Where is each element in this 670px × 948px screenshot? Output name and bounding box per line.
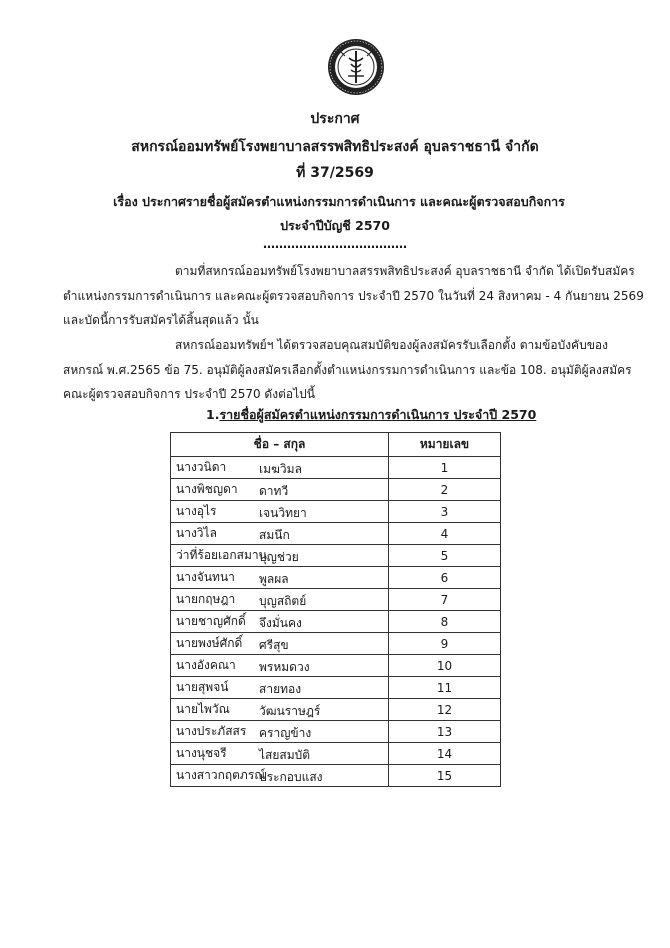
column-header-name: ชื่อ – สกุล bbox=[171, 433, 389, 457]
candidate-first-name: นายชาญศักดิ์ bbox=[176, 614, 246, 628]
candidate-first-name: นางพิชญดา bbox=[176, 482, 238, 496]
candidate-first-name: นางวนิดา bbox=[176, 460, 227, 474]
candidate-name-cell bbox=[171, 523, 389, 545]
candidate-last-name: ไสยสมบัติ bbox=[259, 748, 311, 762]
candidate-name-cell bbox=[171, 501, 389, 523]
candidate-first-name: นางประภัสสร bbox=[176, 724, 247, 738]
candidate-last-name: คราญข้าง bbox=[259, 726, 312, 740]
column-header-number: หมายเลข bbox=[389, 433, 501, 457]
candidate-first-name: นางสาวกฤตภรณ์ bbox=[176, 768, 266, 782]
candidate-name-cell bbox=[171, 655, 389, 677]
candidate-number: 11 bbox=[389, 677, 501, 699]
candidate-name-cell bbox=[171, 567, 389, 589]
candidate-last-name: จึงมั่นคง bbox=[259, 616, 302, 630]
candidate-last-name: ประกอบแสง bbox=[259, 770, 323, 784]
candidate-last-name: วัฒนราษฎร์ bbox=[259, 704, 321, 718]
candidate-number: 9 bbox=[389, 633, 501, 655]
table-row bbox=[171, 765, 501, 787]
candidate-name-cell bbox=[171, 765, 389, 787]
candidate-last-name: สายทอง bbox=[259, 682, 302, 696]
candidate-last-name: สมนึก bbox=[259, 528, 290, 542]
candidate-last-name: ดาทวี bbox=[259, 484, 289, 498]
table-row bbox=[171, 567, 501, 589]
candidate-first-name: นางอุไร bbox=[176, 504, 217, 518]
table-row bbox=[171, 743, 501, 765]
candidate-last-name: เจนวิทยา bbox=[259, 506, 307, 520]
table-row bbox=[171, 523, 501, 545]
announcement-number: ที่ 37/2569 bbox=[296, 165, 374, 181]
candidate-last-name: บุญช่วย bbox=[259, 550, 299, 564]
table-row bbox=[171, 457, 501, 479]
candidate-number: 13 bbox=[389, 721, 501, 743]
table-row bbox=[171, 501, 501, 523]
candidate-number: 6 bbox=[389, 567, 501, 589]
table-row bbox=[171, 699, 501, 721]
candidate-number: 4 bbox=[389, 523, 501, 545]
table-row bbox=[171, 721, 501, 743]
candidate-number: 2 bbox=[389, 479, 501, 501]
section-heading bbox=[206, 405, 536, 425]
candidate-number: 15 bbox=[389, 765, 501, 787]
table-row bbox=[171, 479, 501, 501]
candidate-first-name: นายพงษ์ศักดิ์ bbox=[176, 636, 243, 650]
candidate-last-name: ศรีสุข bbox=[259, 638, 289, 652]
section-number: 1. bbox=[206, 407, 220, 422]
table-header-row bbox=[171, 433, 501, 457]
candidate-rows bbox=[171, 457, 501, 787]
candidate-first-name: นายกฤษฎา bbox=[176, 592, 236, 606]
separator-dots: ……………………………… bbox=[263, 237, 407, 251]
candidate-number: 8 bbox=[389, 611, 501, 633]
table-row bbox=[171, 611, 501, 633]
section-title: รายชื่อผู้สมัครตำแหน่งกรรมการดำเนินการ ประจำปี 2570 bbox=[219, 407, 537, 422]
candidate-number: 12 bbox=[389, 699, 501, 721]
candidate-first-name: นางอังคณา bbox=[176, 658, 236, 672]
candidate-name-cell bbox=[171, 479, 389, 501]
candidate-name-cell bbox=[171, 611, 389, 633]
table-row bbox=[171, 589, 501, 611]
candidate-number: 3 bbox=[389, 501, 501, 523]
cooperative-seal-logo bbox=[327, 38, 385, 96]
candidate-first-name: นางนุชจรี bbox=[176, 746, 227, 760]
candidate-last-name: พูลผล bbox=[259, 572, 289, 586]
candidate-last-name: พรหมดวง bbox=[259, 660, 310, 674]
candidate-name-cell bbox=[171, 721, 389, 743]
announcement-title: ประกาศ bbox=[310, 111, 360, 127]
paragraph-2-line-3: คณะผู้ตรวจสอบกิจการ ประจำปี 2570 ดังต่อไปนี้ bbox=[63, 387, 315, 401]
candidate-name-cell bbox=[171, 589, 389, 611]
candidate-number: 14 bbox=[389, 743, 501, 765]
paragraph-1-line-1: ตามที่สหกรณ์ออมทรัพย์โรงพยาบาลสรรพสิทธิประสงค์ อุบลราชธานี จำกัด ได้เปิดรับสมัคร bbox=[175, 264, 635, 278]
candidate-last-name: บุญสถิตย์ bbox=[259, 594, 307, 608]
paragraph-1-line-2: ตำแหน่งกรรมการดำเนินการ และคณะผู้ตรวจสอบกิจการ ประจำปี 2570 ในวันที่ 24 สิงหาคม - 4 กันยายน 2569 bbox=[63, 289, 644, 303]
candidate-number: 1 bbox=[389, 457, 501, 479]
paragraph-2-line-2: สหกรณ์ พ.ศ.2565 ข้อ 75. อนุมัติผู้ลงสมัครเลือกตั้งตำแหน่งกรรมการดำเนินการ และข้อ 108. อนุมัติผู้ลงสมัคร bbox=[63, 363, 632, 377]
candidate-name-cell bbox=[171, 743, 389, 765]
candidate-name-cell bbox=[171, 633, 389, 655]
candidate-first-name: นางวิไล bbox=[176, 526, 217, 540]
table-row bbox=[171, 633, 501, 655]
candidate-number: 5 bbox=[389, 545, 501, 567]
candidate-name-cell bbox=[171, 677, 389, 699]
candidate-number: 10 bbox=[389, 655, 501, 677]
candidate-name-cell bbox=[171, 699, 389, 721]
table-row bbox=[171, 655, 501, 677]
table-row bbox=[171, 677, 501, 699]
paragraph-2-line-1: สหกรณ์ออมทรัพย์ฯ ได้ตรวจสอบคุณสมบัติของผู้ลงสมัครรับเลือกตั้ง ตามข้อบังคับของ bbox=[175, 338, 608, 352]
candidate-number: 7 bbox=[389, 589, 501, 611]
candidate-first-name: นายไพวัณ bbox=[176, 702, 230, 716]
paragraph-1-line-3: และบัดนี้การรับสมัครได้สิ้นสุดแล้ว นั้น bbox=[63, 313, 259, 327]
subject-line-2: ประจำปีบัญชี 2570 bbox=[280, 218, 390, 233]
table-row bbox=[171, 545, 501, 567]
candidate-name-cell bbox=[171, 545, 389, 567]
candidate-last-name: เมฆวิมล bbox=[259, 462, 302, 476]
candidate-table bbox=[170, 432, 501, 787]
subject-line-1: เรื่อง ประกาศรายชื่อผู้สมัครตำแหน่งกรรมการดำเนินการ และคณะผู้ตรวจสอบกิจการ bbox=[113, 194, 565, 209]
candidate-name-cell bbox=[171, 457, 389, 479]
organization-name: สหกรณ์ออมทรัพย์โรงพยาบาลสรรพสิทธิประสงค์ อุบลราชธานี จำกัด bbox=[131, 139, 539, 155]
candidate-first-name: นายสุพจน์ bbox=[176, 680, 229, 694]
candidate-first-name: ว่าที่ร้อยเอกสมาน bbox=[176, 548, 267, 562]
candidate-first-name: นางจันทนา bbox=[176, 570, 235, 584]
